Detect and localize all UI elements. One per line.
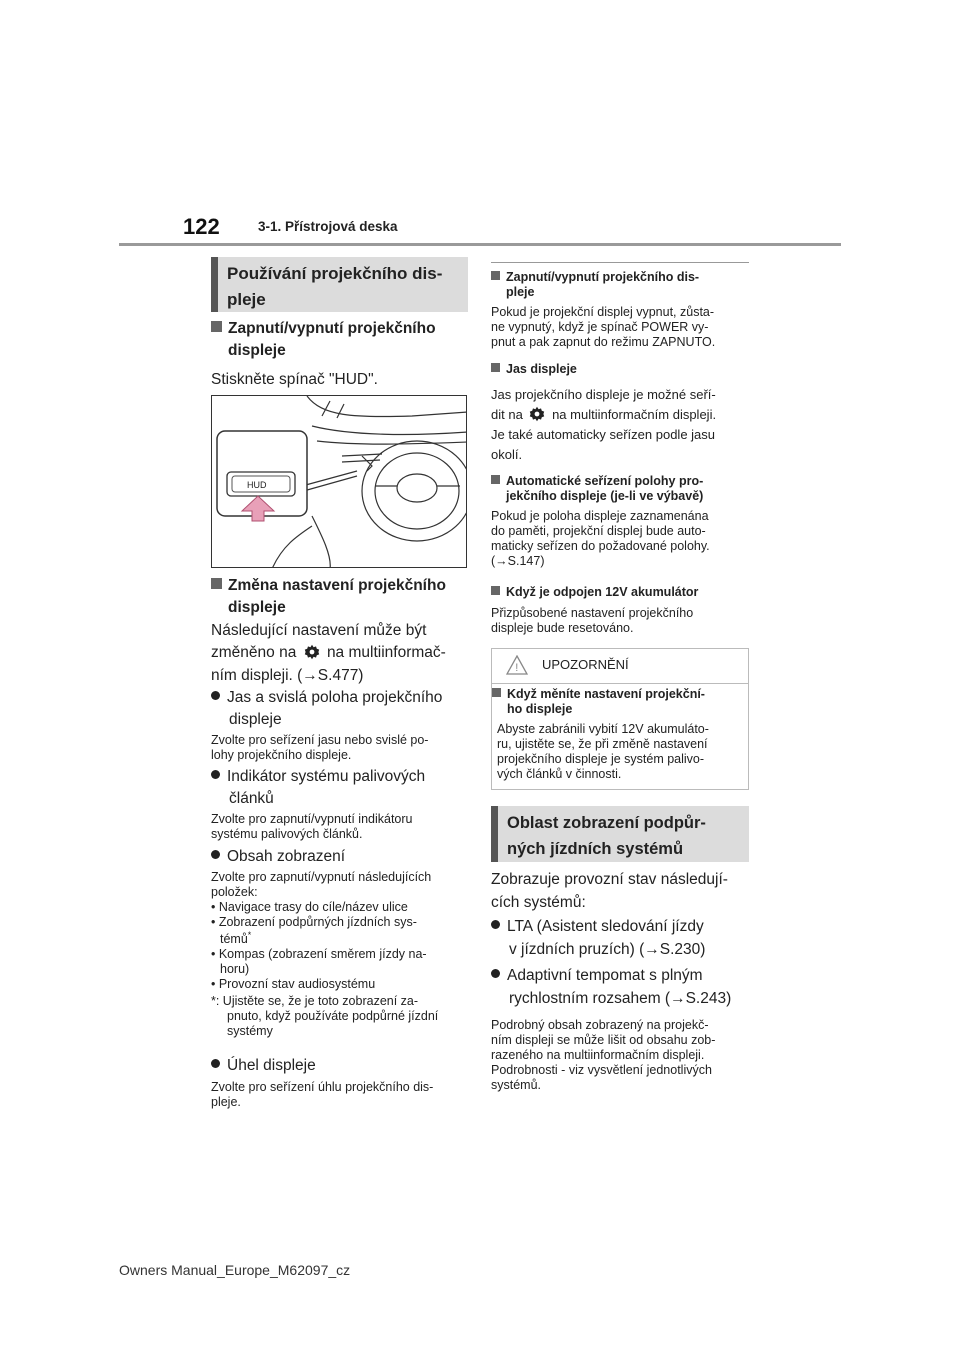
hud-switch-label: HUD <box>247 480 267 490</box>
subheading-line: Změna nastavení projekčního <box>228 577 446 594</box>
gear-icon <box>304 644 320 660</box>
subheading-brightness: Jas displeje <box>491 362 577 377</box>
paragraph: Pokud je projekční displej vypnut, zůsta- ne vypnutý, když je spínač POWER vy- pnut a pak zapnut do režimu ZAPNUTO. <box>491 305 716 349</box>
subheading-line: displeje <box>228 342 286 360</box>
bullet-acc: Adaptivní tempomat s plným rychlostním rozsahem (→S.243) <box>491 964 731 1011</box>
bullet-description: Zvolte pro zapnutí/vypnutí následujících položek: • Navigace trasy do cíle/název ulice • Zobrazení podpůrných jízdních sys- témů* • Kompas (zobrazení směrem jízdy na- horu) • Provozní stav audiosystému *: Ujistěte se, že je toto zobrazení za- pnuto, když používáte podpůrné jízdní systémy <box>211 870 439 1039</box>
caution-header <box>492 649 748 684</box>
square-bullet-icon <box>491 271 500 280</box>
text-line: ním displeji. (→S.477) <box>211 666 364 684</box>
dashboard-drawing <box>212 396 467 568</box>
heading-line: Oblast zobrazení podpůr- <box>507 814 706 832</box>
bullet-dot-icon <box>491 969 500 978</box>
subheading-toggle <box>211 318 471 363</box>
section-title: 3-1. Přístrojová deska <box>258 219 398 234</box>
svg-text:!: ! <box>515 662 519 674</box>
caution-title: UPOZORNĚNÍ <box>542 657 629 672</box>
square-bullet-icon <box>491 475 500 484</box>
subheading-change-settings <box>211 575 471 620</box>
paragraph: Podrobný obsah zobrazený na projekč- ním displeji se může lišit od obsahu zob- razeného na multiinformačním displeji. Podrobnosti - viz vysvětlení jednotlivých systémů. <box>491 1018 716 1092</box>
heading-line: Používání projekčního dis- <box>227 264 443 283</box>
square-bullet-icon <box>491 363 500 372</box>
paragraph: Pokud je poloha displeje zaznamenána do paměti, projekční displej bude auto- maticky seřízen do požadované polohy. (→S.147) <box>491 509 710 568</box>
paragraph: Jas projekčního displeje je možné seří- dit na na multiinformačním displeji. Je také automaticky seřízen podle jasu okolí. <box>491 387 717 463</box>
right-top-rule <box>491 262 749 263</box>
square-bullet-icon <box>491 586 500 595</box>
square-bullet-icon <box>492 688 501 697</box>
footer-text: Owners Manual_Europe_M62097_cz <box>119 1262 351 1278</box>
bullet-display-angle: Úhel displeje <box>211 1055 316 1077</box>
bullet-display-content: Obsah zobrazení <box>211 846 345 868</box>
square-bullet-icon <box>211 578 222 589</box>
caution-text: Abyste zabránili vybití 12V akumuláto- ru, ujistěte se, že při změně nastavení projekčního displeje je systém palivo- vých článků v činnosti. <box>497 722 709 781</box>
paragraph: Zobrazuje provozní stav následují- cích systémů: <box>491 871 728 912</box>
subheading-auto-position: Automatické seřízení polohy pro- jekčního displeje (je-li ve výbavě) <box>491 474 703 504</box>
gear-icon <box>529 406 545 422</box>
text-line: Následující nastavení může být <box>211 622 427 639</box>
bullet-description: Zvolte pro seřízení jasu nebo svislé po- lohy projekčního displeje. <box>211 733 429 762</box>
bullet-dot-icon <box>211 691 220 700</box>
bullet-lta: LTA (Asistent sledování jízdy v jízdních pruzích) (→S.230) <box>491 915 705 962</box>
caution-subheading: Když měníte nastavení projekční- ho displeje <box>492 687 705 717</box>
paragraph <box>211 620 446 687</box>
bullet-brightness: Jas a svislá poloha projekčního displeje <box>211 687 442 730</box>
paragraph: Přizpůsobené nastavení projekčního displeje bude resetováno. <box>491 606 694 635</box>
bullet-description: Zvolte pro seřízení úhlu projekčního dis- pleje. <box>211 1080 434 1109</box>
heading-projection-display <box>211 257 468 312</box>
text-line: změněno na na multiinformač- <box>211 644 446 662</box>
caution-box <box>491 648 749 790</box>
bullet-dot-icon <box>211 770 220 779</box>
header-rule <box>119 243 841 246</box>
heading-line: pleje <box>227 289 266 309</box>
heading-driving-support-area <box>491 806 749 862</box>
page-number: 122 <box>183 214 220 239</box>
hud-switch-illustration <box>211 395 467 568</box>
bullet-dot-icon <box>491 920 500 929</box>
bullet-dot-icon <box>211 1059 220 1068</box>
warning-icon <box>506 655 528 675</box>
heading-line: ných jízdních systémů <box>507 839 684 858</box>
bullet-description: Zvolte pro zapnutí/vypnutí indikátoru systému palivových článků. <box>211 812 413 841</box>
square-bullet-icon <box>211 321 222 332</box>
bullet-dot-icon <box>211 850 220 859</box>
subheading-line: displeje <box>228 599 286 617</box>
paragraph: Stiskněte spínač "HUD". <box>211 371 378 388</box>
subheading-battery: Když je odpojen 12V akumulátor <box>491 585 698 600</box>
bullet-fuel-cell: Indikátor systému palivových článků <box>211 766 425 809</box>
subheading-toggle-note: Zapnutí/vypnutí projekčního dis- pleje <box>491 270 699 300</box>
subheading-line: Zapnutí/vypnutí projekčního <box>228 320 436 337</box>
